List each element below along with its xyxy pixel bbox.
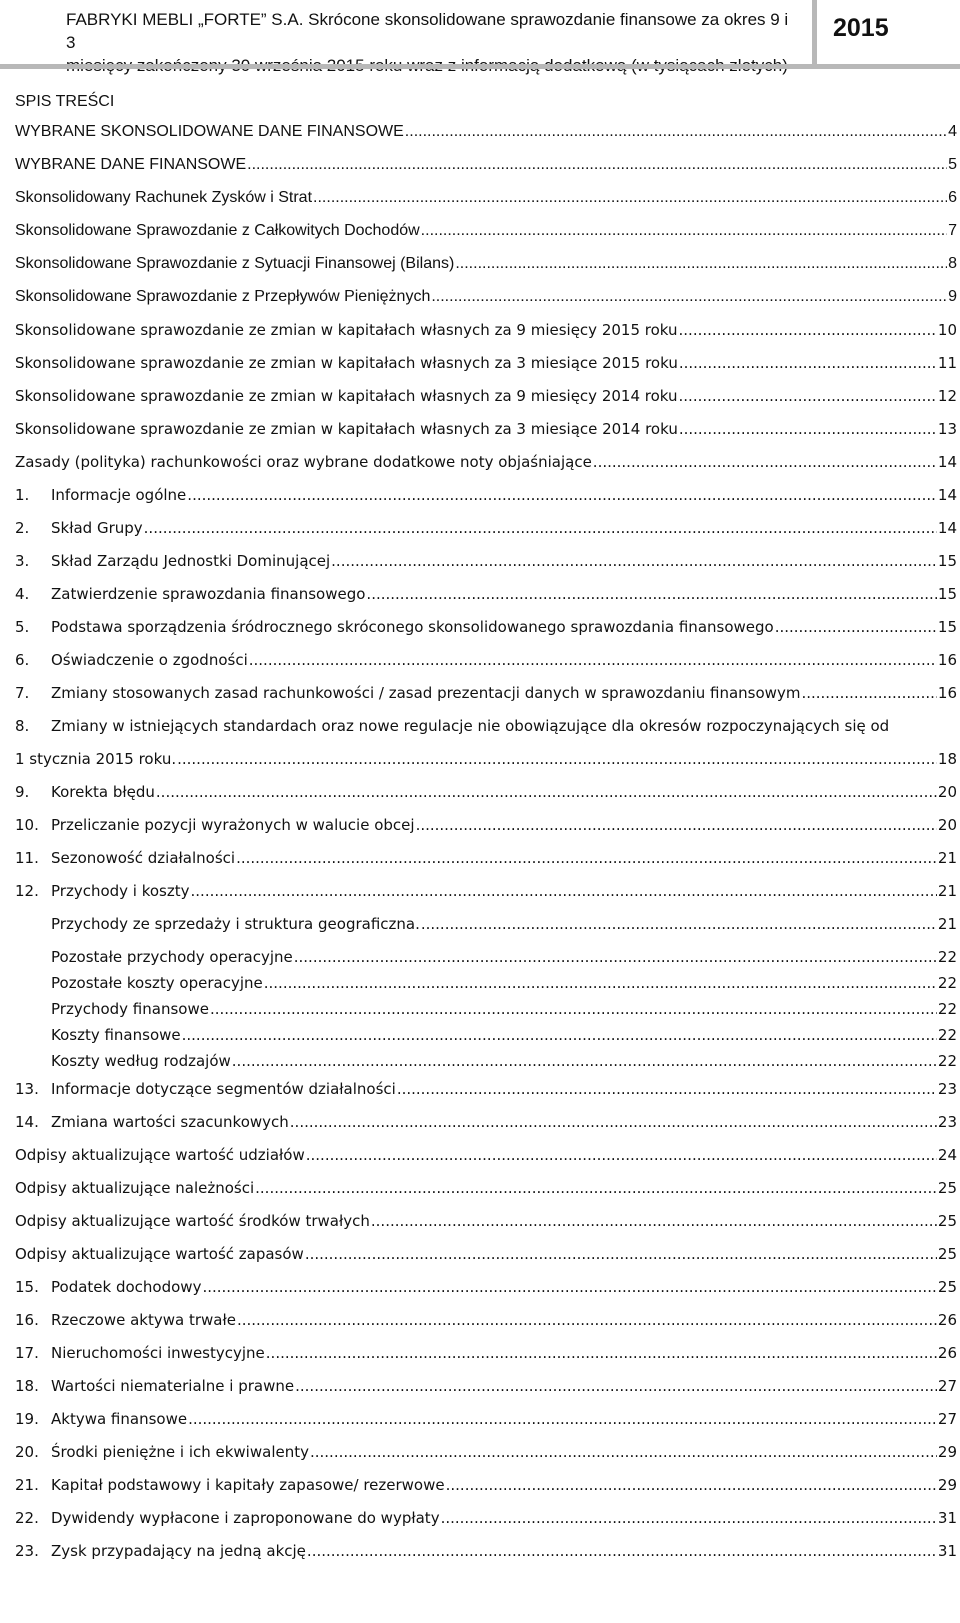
toc-entry[interactable] [15,1075,957,1099]
toc-entry-number: 5. [15,618,30,636]
toc-entry-label: WYBRANE SKONSOLIDOWANE DANE FINANSOWE [15,123,404,140]
toc-entry-number: 22. [15,1509,39,1527]
toc-entry-label: Zmiana wartości szacunkowych [51,1113,289,1131]
toc-entry[interactable] [15,547,957,571]
toc-entry-page: 20 [937,816,957,834]
toc-entry-label: 1 stycznia 2015 roku. [15,750,177,768]
toc-entry-label: Zysk przypadający na jedną akcję [51,1542,306,1560]
toc-entry-label: WYBRANE DANE FINANSOWE [15,156,247,173]
toc-entry-page: 14 [937,486,957,504]
toc-entry-page: 21 [937,882,957,900]
toc-entry[interactable] [15,481,957,505]
toc-entry-page: 14 [937,519,957,537]
toc-entry[interactable] [15,250,957,274]
toc-entry-page: 12 [937,387,957,405]
toc-dot-leader [679,419,937,439]
toc-dot-leader [187,485,937,505]
toc-dot-leader [266,1343,937,1363]
toc-entry-page: 16 [937,651,957,669]
toc-entry[interactable] [15,1504,957,1528]
toc-entry-page: 22 [937,974,957,992]
toc-entry-label: Skonsolidowane Sprawozdanie z Przepływów Pieniężnych [15,288,431,305]
toc-dot-leader [249,650,937,670]
toc-entry-page: 11 [937,354,957,372]
header-title-line1: FABRYKI MEBLI „FORTE” S.A. Skrócone skonsolidowane sprawozdanie finansowe za okres 9 i 3 [66,10,789,52]
toc-entry-page: 27 [937,1410,957,1428]
toc-dot-leader [421,221,947,241]
toc-dot-leader [264,973,937,993]
toc-dot-leader [307,1541,937,1561]
toc-entry-page: 6 [948,189,957,206]
toc-entry-number: 12. [15,882,39,900]
header-divider-vertical [812,0,817,68]
toc-entry[interactable] [15,910,957,934]
toc-entry[interactable] [15,1306,957,1330]
toc-entry-number: 3. [15,552,30,570]
toc-entry-page: 29 [937,1476,957,1494]
toc-entry-number: 16. [15,1311,39,1329]
toc-entry[interactable] [15,316,957,340]
toc-entry[interactable] [15,1047,957,1071]
toc-dot-leader [295,1376,937,1396]
header-divider-horizontal [0,64,960,69]
toc-entry[interactable] [15,1471,957,1495]
toc-dot-leader [397,1079,937,1099]
toc-dot-leader [290,1112,937,1132]
toc-entry[interactable] [15,745,957,769]
toc-entry-label: Informacje ogólne [51,486,187,504]
toc-entry-label: Koszty finansowe [51,1026,181,1044]
toc-entry-number: 19. [15,1410,39,1428]
toc-entry[interactable] [15,646,957,670]
toc-title: SPIS TREŚCI [15,93,115,110]
toc-entry-page: 23 [937,1113,957,1131]
toc-entry-page: 26 [937,1344,957,1362]
toc-entry[interactable] [15,1207,957,1231]
toc-entry-label: Skład Zarządu Jednostki Dominującej [51,552,331,570]
toc-entry-number: 11. [15,849,39,867]
toc-entry[interactable] [15,1537,957,1561]
toc-entry-label: Odpisy aktualizujące wartość środków trwałych [15,1212,370,1230]
toc-entry[interactable] [15,1372,957,1396]
toc-entry-label: Skonsolidowane Sprawozdanie z Sytuacji Finansowej (Bilans) [15,255,455,272]
toc-entry[interactable] [15,1240,957,1264]
toc-entry[interactable] [15,1174,957,1198]
toc-entry-label: Zatwierdzenie sprawozdania finansowego [51,585,366,603]
toc-dot-leader [416,815,937,835]
toc-entry-label: Wartości niematerialne i prawne [51,1377,295,1395]
toc-dot-leader [232,1051,937,1071]
toc-entry-label-line1 [15,712,889,736]
toc-entry-label: Koszty według rodzajów [51,1052,231,1070]
toc-entry[interactable] [15,184,957,208]
toc-dot-leader [188,1409,937,1429]
toc-entry-page: 14 [937,453,957,471]
toc-dot-leader [455,254,947,274]
toc-entry[interactable] [15,778,957,802]
toc-dot-leader [593,452,937,472]
toc-entry-label: Korekta błędu [51,783,155,801]
toc-entry-page: 29 [937,1443,957,1461]
toc-entry-label: Skonsolidowane sprawozdanie ze zmian w kapitałach własnych za 3 miesiące 2015 roku [15,354,678,372]
toc-entry-label: Środki pieniężne i ich ekwiwalenty [51,1443,309,1461]
toc-entry-label: Skonsolidowane Sprawozdanie z Całkowitych Dochodów [15,222,420,239]
toc-entry[interactable] [15,1108,957,1132]
toc-dot-leader [156,782,937,802]
toc-entry-page: 21 [937,849,957,867]
toc-entry[interactable] [15,448,957,472]
toc-dot-leader [202,1277,936,1297]
toc-entry-number: 18. [15,1377,39,1395]
toc-dot-leader [236,848,937,868]
toc-dot-leader [191,881,937,901]
toc-entry-label: Pozostałe przychody operacyjne [51,948,293,966]
toc-dot-leader [441,1508,937,1528]
toc-entry-number: 9. [15,783,30,801]
toc-dot-leader [313,188,947,208]
toc-entry-page: 22 [937,1052,957,1070]
toc-entry[interactable] [15,382,957,406]
toc-entry[interactable] [15,349,957,373]
toc-dot-leader [679,320,937,340]
toc-dot-leader [371,1211,937,1231]
toc-entry[interactable] [15,580,957,604]
toc-entry[interactable] [15,1141,957,1165]
toc-dot-leader [177,749,937,769]
toc-entry-label: Rzeczowe aktywa trwałe [51,1311,236,1329]
toc-entry-label: Aktywa finansowe [51,1410,188,1428]
toc-entry-label: Zmiany w istniejących standardach oraz nowe regulacje nie obowiązujące dla okresów rozpoczynających się od [51,717,890,735]
toc-entry-label: Zasady (polityka) rachunkowości oraz wybrane dodatkowe noty objaśniające [15,453,592,471]
toc-entry-label: Przychody i koszty [51,882,190,900]
toc-dot-leader [431,287,947,307]
toc-entry-page: 22 [937,1000,957,1018]
toc-dot-leader [421,914,937,934]
toc-entry[interactable] [15,151,957,175]
toc-entry-label: Odpisy aktualizujące wartość zapasów [15,1245,304,1263]
toc-dot-leader [247,155,947,175]
toc-entry-page: 5 [948,156,957,173]
toc-dot-leader [775,617,937,637]
toc-entry-label: Skonsolidowane sprawozdanie ze zmian w kapitałach własnych za 3 miesiące 2014 roku [15,420,678,438]
toc-entry[interactable] [15,1021,957,1045]
toc-entry[interactable] [15,283,957,307]
toc-entry-label: Skonsolidowane sprawozdanie ze zmian w kapitałach własnych za 9 miesięcy 2015 roku [15,321,678,339]
toc-entry-page: 13 [937,420,957,438]
toc-entry-label: Przychody finansowe [51,1000,209,1018]
toc-dot-leader [255,1178,937,1198]
toc-entry-label: Odpisy aktualizujące wartość udziałów [15,1146,305,1164]
toc-entry-number: 1. [15,486,30,504]
toc-dot-leader [294,947,937,967]
toc-dot-leader [310,1442,937,1462]
toc-entry-number: 8. [15,717,30,735]
toc-entry[interactable] [15,995,957,1019]
toc-entry-label: Informacje dotyczące segmentów działalności [51,1080,396,1098]
toc-entry[interactable] [15,415,957,439]
toc-entry[interactable] [15,943,957,967]
toc-dot-leader [801,683,936,703]
toc-entry[interactable] [15,613,957,637]
toc-entry[interactable] [15,969,957,993]
toc-dot-leader [679,353,937,373]
toc-entry[interactable] [15,679,957,703]
toc-entry-label: Zmiany stosowanych zasad rachunkowości / zasad prezentacji danych w sprawozdaniu finansowym [51,684,801,702]
toc-entry[interactable] [15,811,957,835]
toc-entry-page: 25 [937,1278,957,1296]
toc-entry-page: 25 [937,1212,957,1230]
toc-entry-page: 24 [937,1146,957,1164]
toc-entry-label: Nieruchomości inwestycyjne [51,1344,265,1362]
toc-entry-label: Sezonowość działalności [51,849,236,867]
toc-entry-page: 25 [937,1245,957,1263]
toc-dot-leader [405,122,947,142]
toc-dot-leader [366,584,936,604]
toc-entry-number: 13. [15,1080,39,1098]
toc-entry-number: 20. [15,1443,39,1461]
toc-entry-label: Podstawa sporządzenia śródrocznego skróconego skonsolidowanego sprawozdania finansowego [51,618,774,636]
toc-entry-page: 18 [937,750,957,768]
toc-entry-number: 15. [15,1278,39,1296]
toc-entry[interactable] [15,514,957,538]
toc-entry-number: 7. [15,684,30,702]
toc-entry-label: Podatek dochodowy [51,1278,202,1296]
toc-entry-label: Kapitał podstawowy i kapitały zapasowe/ rezerwowe [51,1476,445,1494]
toc-entry[interactable] [15,217,957,241]
toc-entry[interactable] [15,1273,957,1297]
toc-entry[interactable] [15,118,957,142]
toc-entry-number: 2. [15,519,30,537]
toc-entry-page: 7 [948,222,957,239]
page-header [0,0,960,68]
toc-entry-page: 25 [937,1179,957,1197]
toc-entry-number: 14. [15,1113,39,1131]
toc-entry-label: Oświadczenie o zgodności [51,651,248,669]
toc-entry-number: 6. [15,651,30,669]
toc-entry[interactable] [15,1339,957,1363]
toc-entry-page: 31 [937,1509,957,1527]
toc-entry-label: Skonsolidowane sprawozdanie ze zmian w kapitałach własnych za 9 miesięcy 2014 roku [15,387,678,405]
toc-entry-page: 21 [937,915,957,933]
toc-entry-page: 26 [937,1311,957,1329]
toc-entry-page: 22 [937,1026,957,1044]
toc-dot-leader [182,1025,937,1045]
toc-entry-number: 23. [15,1542,39,1560]
toc-entry-number: 21. [15,1476,39,1494]
toc-entry-label: Skład Grupy [51,519,143,537]
toc-entry[interactable] [15,844,957,868]
toc-entry-page: 15 [937,618,957,636]
toc-entry[interactable] [15,1438,957,1462]
toc-dot-leader [446,1475,937,1495]
toc-entry[interactable] [15,877,957,901]
toc-entry-page: 9 [948,288,957,305]
toc-entry-label: Odpisy aktualizujące należności [15,1179,255,1197]
toc-entry-label: Pozostałe koszty operacyjne [51,974,263,992]
toc-entry-page: 10 [937,321,957,339]
toc-entry-page: 16 [937,684,957,702]
toc-dot-leader [305,1244,937,1264]
toc-dot-leader [144,518,937,538]
toc-entry-page: 20 [937,783,957,801]
toc-dot-leader [306,1145,937,1165]
toc-dot-leader [331,551,937,571]
toc-entry-page: 4 [948,123,957,140]
toc-dot-leader [679,386,937,406]
toc-entry-label: Przychody ze sprzedaży i struktura geograficzna. [51,915,420,933]
toc-entry-page: 23 [937,1080,957,1098]
toc-entry-number: 17. [15,1344,39,1362]
toc-entry-page: 22 [937,948,957,966]
toc-dot-leader [210,999,937,1019]
header-year: 2015 [833,14,889,42]
toc-dot-leader [237,1310,937,1330]
toc-entry-number: 10. [15,816,39,834]
toc-entry-page: 15 [937,552,957,570]
toc-entry-page: 15 [937,585,957,603]
toc-entry-page: 31 [937,1542,957,1560]
toc-entry-page: 27 [937,1377,957,1395]
toc-entry-label: Przeliczanie pozycji wyrażonych w walucie obcej [51,816,415,834]
toc-entry[interactable] [15,1405,957,1429]
toc-entry-label: Dywidendy wypłacone i zaproponowane do wypłaty [51,1509,440,1527]
toc-entry-label: Skonsolidowany Rachunek Zysków i Strat [15,189,313,206]
toc-entry-number: 4. [15,585,30,603]
toc-entry-page: 8 [948,255,957,272]
